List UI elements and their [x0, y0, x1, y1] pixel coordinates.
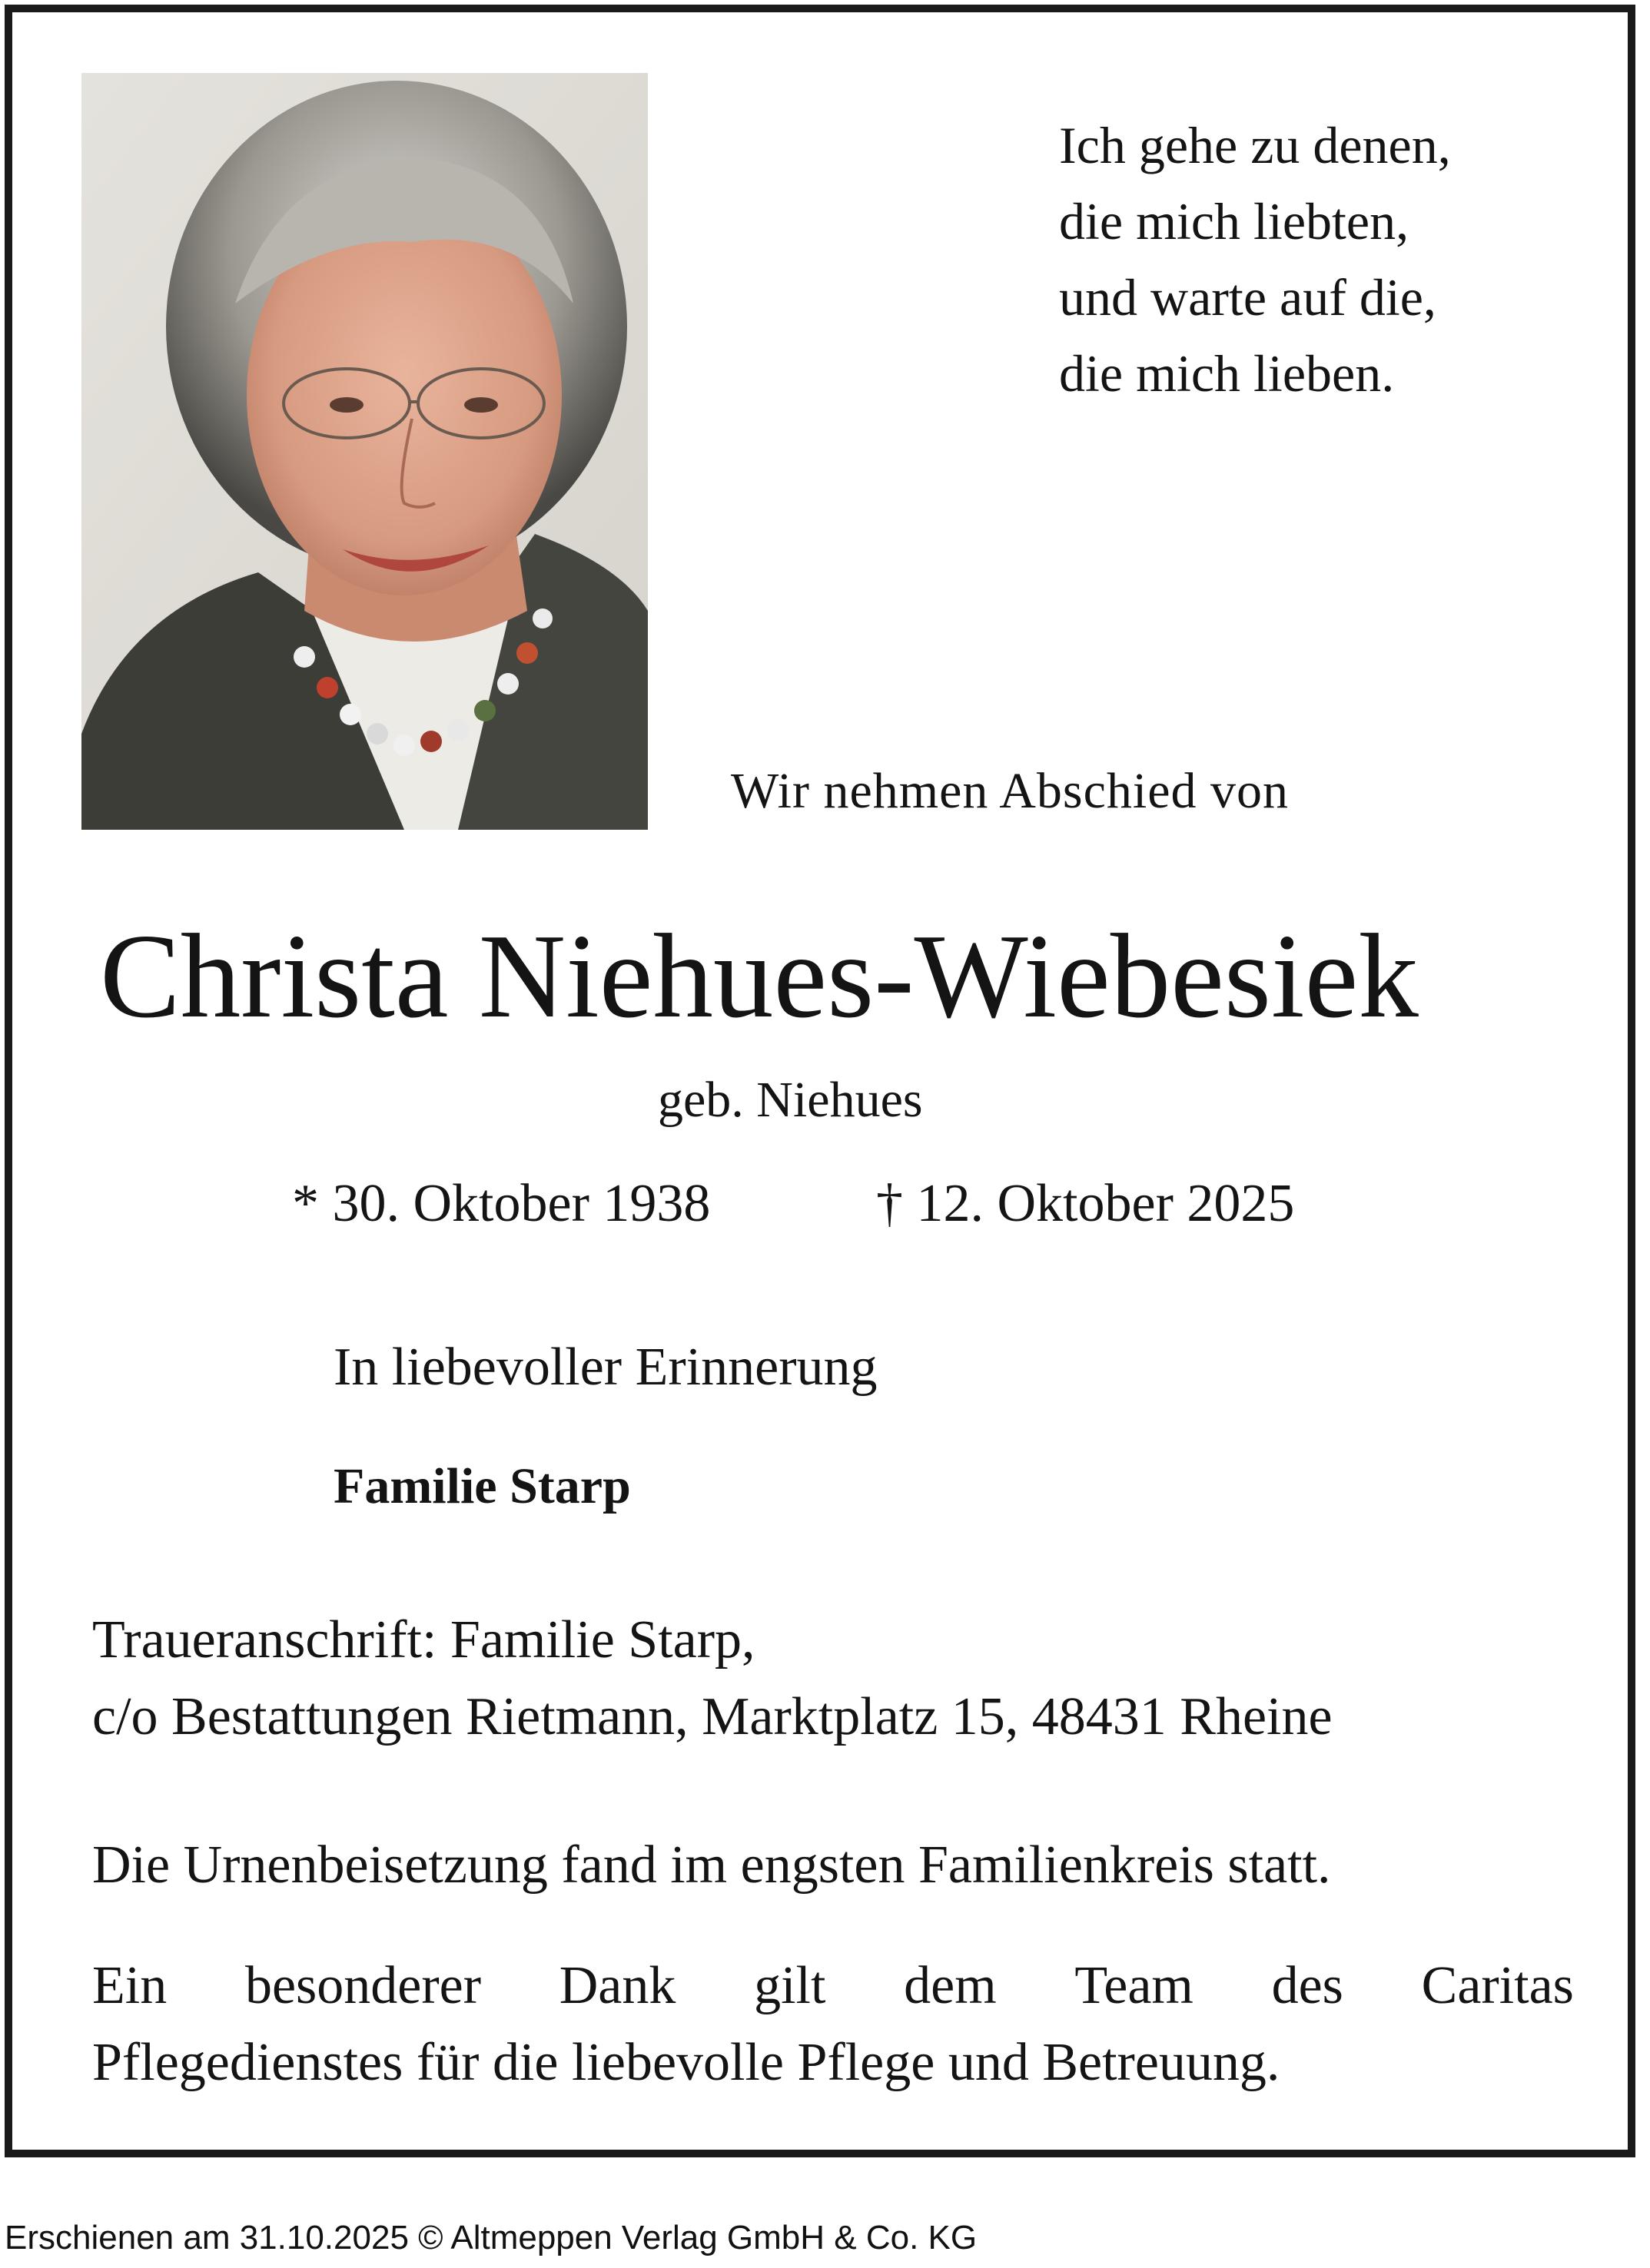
mourning-address: [92, 1602, 1333, 1756]
burial-note: Die Urnenbeisetzung fand im engsten Familienkreis statt.: [92, 1835, 1331, 1895]
thanks-word: Ein: [92, 1956, 168, 2015]
deceased-name: Christa Niehues-Wiebesiek: [100, 909, 1419, 1043]
poem-line: die mich liebten,: [1059, 192, 1409, 250]
portrait-photo: [81, 73, 648, 830]
thanks-word: Dank: [559, 1956, 676, 2015]
thanks-word: Team: [1074, 1956, 1194, 2015]
thanks-line-justified: [92, 1948, 1574, 2024]
birth-name: geb. Niehues: [658, 1072, 923, 1128]
signature-family: Familie Starp: [334, 1458, 631, 1514]
farewell-heading: Wir nehmen Abschied von: [731, 763, 1290, 819]
thanks-word: Caritas: [1421, 1956, 1574, 2015]
death-date: † 12. Oktober 2025: [876, 1174, 1295, 1233]
thanks-word: gilt: [754, 1956, 826, 2015]
address-line: Traueranschrift: Familie Starp,: [92, 1610, 755, 1670]
poem: [1059, 108, 1451, 412]
poem-line: Ich gehe zu denen,: [1059, 116, 1451, 174]
thanks-line: Pflegedienstes für die liebevolle Pflege und Betreuung.: [92, 2033, 1280, 2092]
thanks-word: dem: [904, 1956, 997, 2015]
thanks-paragraph: [92, 1948, 1574, 2101]
poem-line: die mich lieben.: [1059, 344, 1395, 403]
poem-line: und warte auf die,: [1059, 268, 1436, 327]
thanks-word: besonderer: [244, 1956, 482, 2015]
birth-date: * 30. Oktober 1938: [292, 1174, 711, 1233]
thanks-word: des: [1271, 1956, 1343, 2015]
publication-footer: Erschienen am 31.10.2025 © Altmeppen Verlag GmbH & Co. KG: [5, 2219, 978, 2256]
address-line: c/o Bestattungen Rietmann, Marktplatz 15, 48431 Rheine: [92, 1687, 1333, 1746]
memory-line: In liebevoller Erinnerung: [334, 1338, 878, 1397]
